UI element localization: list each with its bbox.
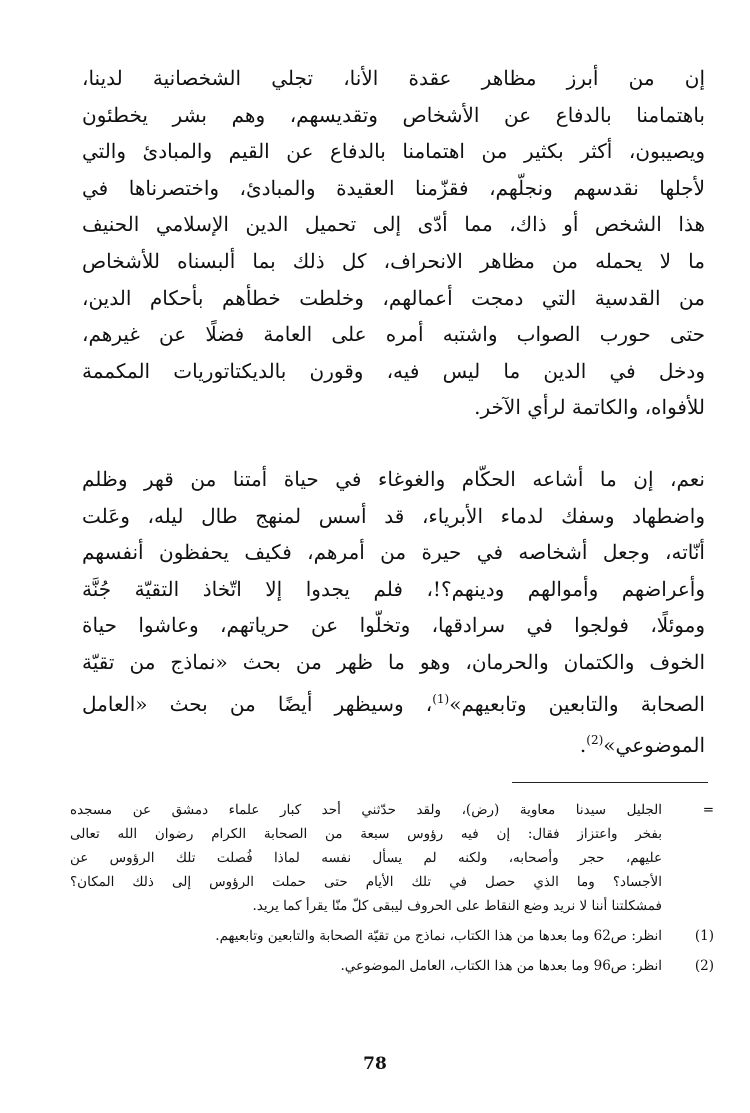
text-segment: الصحابة والتابعين وتابعيهم» bbox=[449, 691, 705, 716]
text-line: هذا الشخص أو ذاك، مما أدّى إلى تحميل الدين الإسلامي الحنيف bbox=[82, 212, 705, 237]
footnote-number: (2) bbox=[694, 958, 714, 974]
text-line: ويصيبون، أكثر بكثير من اهتمامنا بالدفاع عن القيم والمبادئ والتي bbox=[82, 139, 705, 164]
paragraph-1 bbox=[82, 60, 705, 426]
footnote-ref-1[interactable]: (1) bbox=[432, 691, 450, 706]
text-line: من القدسية التي دمجت أعمالهم، وخلطت خطأهم بأحكام الدين، bbox=[82, 285, 705, 310]
text-segment: ، وسيظهر أيضًا من بحث «العامل bbox=[82, 691, 433, 716]
footnote-line: عليهم، حجر وأصحابه، ولكنه لم يسأل نفسه لماذا فُصلت تلك الرؤوس عن bbox=[70, 850, 662, 866]
text-line: باهتمامنا بالدفاع عن الأشخاص وتقديسهم، وهم بشر يخطئون bbox=[82, 102, 705, 127]
text-line: وموئلًا، فولجوا في سرادقها، وتخلّوا عن حرياتهم، وعاشوا حياة bbox=[82, 613, 705, 638]
text-line: نعم، إن ما أشاعه الحكّام والغوغاء في حياة أمتنا من قهر وظلم bbox=[82, 467, 705, 491]
text-segment: . bbox=[579, 733, 587, 758]
text-line bbox=[82, 722, 705, 764]
footnote-number: (1) bbox=[694, 928, 714, 944]
footnote-text: انظر: ص62 وما بعدها من هذا الكتاب، نماذج من تقيّة الصحابة والتابعين وتابعيهم. bbox=[215, 928, 662, 944]
footnote-text: انظر: ص96 وما بعدها من هذا الكتاب، العامل الموضوعي. bbox=[340, 958, 662, 974]
text-segment: الموضوعي» bbox=[603, 733, 705, 758]
footnote-separator bbox=[512, 782, 708, 783]
footnote-line: بفخر واعتزاز فقال: إن فيه رؤوس سبعة من الصحابة الكرام رضوان الله تعالى bbox=[70, 826, 662, 842]
footnotes-section bbox=[70, 798, 714, 978]
continued-footnote bbox=[70, 798, 714, 918]
text-line: حتى حورب الصواب واشتبه أمره على العامة فضلًا عن غيرهم، bbox=[82, 322, 705, 347]
text-line: ما لا يحمله من مظاهر الانحراف، كل ذلك بما ألبسناه للأشخاص bbox=[82, 248, 705, 273]
paragraph-2 bbox=[82, 461, 705, 764]
text-line: ودخل في الدين ما ليس فيه، وقورن بالديكتاتوريات المكممة bbox=[82, 358, 705, 383]
text-line: للأفواه، والكاتمة لرأي الآخر. bbox=[474, 395, 705, 420]
continuation-marker: = bbox=[702, 802, 714, 818]
footnote-ref-2[interactable]: (2) bbox=[586, 733, 604, 748]
footnote-2 bbox=[70, 954, 714, 978]
footnote-1 bbox=[70, 924, 714, 948]
footnote-line: الأجساد؟ وما الذي حصل في تلك الأيام حتى حملت الرؤوس إلى ذلك المكان؟ bbox=[70, 874, 662, 890]
text-line: لأجلها نقدسهم ونجلّهم، فقزّمنا العقيدة والمبادئ، واختصرناها في bbox=[82, 175, 705, 200]
page-number: 78 bbox=[363, 1054, 387, 1074]
footnote-line: فمشكلتنا أننا لا نريد وضع النقاط على الحروف ليبقى كلّ منّا يقرأ كما يريد. bbox=[252, 898, 662, 914]
text-line: الخوف والكتمان والحرمان، وهو ما ظهر من بحث «نماذج من تقيّة bbox=[82, 649, 705, 674]
text-line: واضطهاد وسفك لدماء الأبرياء، قد أسس لمنهج طال ليله، وعَلت bbox=[82, 503, 705, 528]
text-line: إن من أبرز مظاهر عقدة الأنا، تجلي الشخصانية لدينا، bbox=[82, 66, 705, 90]
footnote-line: الجليل سيدنا معاوية (رض)، ولقد حدّثني أحد كبار علماء دمشق عن مسجده bbox=[70, 802, 662, 818]
text-line bbox=[82, 681, 705, 723]
text-line: أنّاته، وجعل أشخاصه في حيرة من أمرهم، فكيف يحفظون أنفسهم bbox=[82, 540, 705, 565]
text-line: وأعراضهم وأموالهم ودينهم؟!، فلم يجدوا إلا اتّخاذ التقيّة جُنَّة bbox=[82, 576, 705, 601]
